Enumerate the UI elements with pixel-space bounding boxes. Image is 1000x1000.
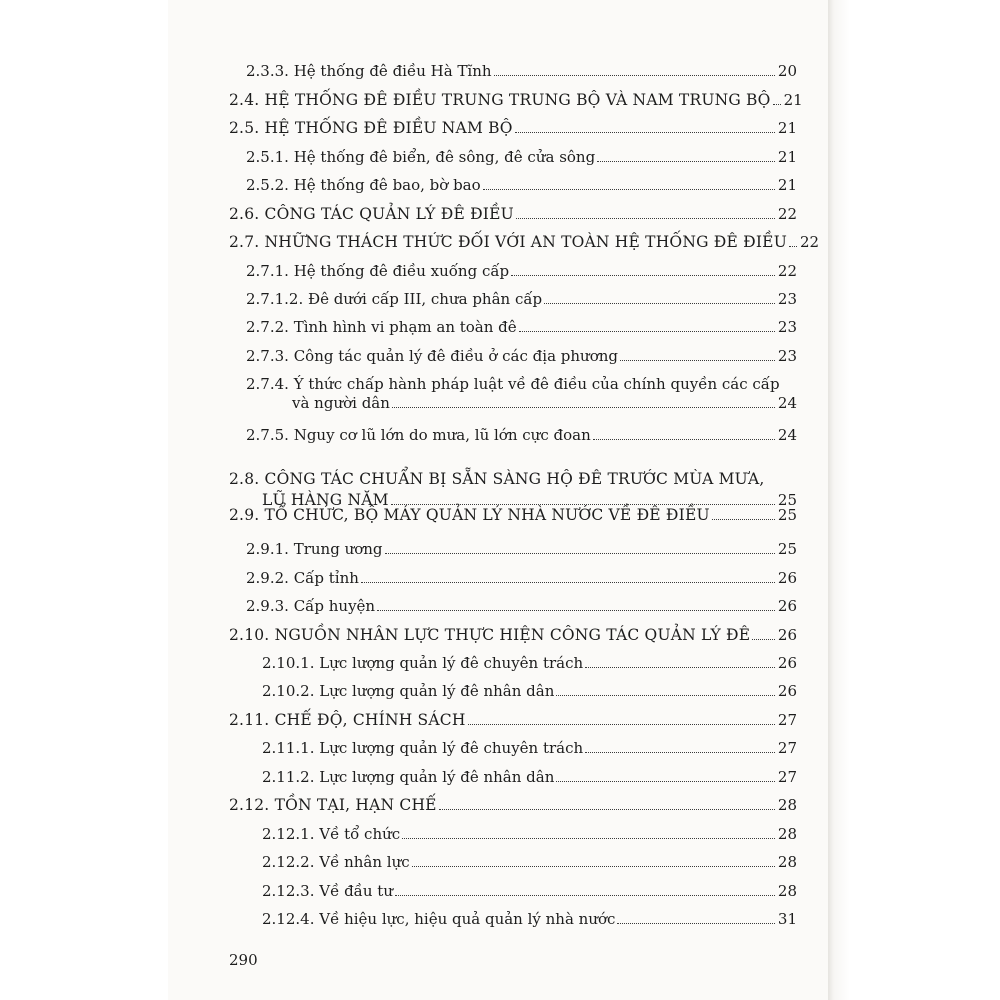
toc-page-number: 26 bbox=[777, 682, 797, 700]
toc-entry[interactable] bbox=[229, 119, 797, 137]
toc-entry-title: 2.7.1. Hệ thống đê điều xuống cấp bbox=[246, 262, 510, 280]
toc-page-number: 21 bbox=[783, 91, 803, 109]
toc-entry-title: 2.4. HỆ THỐNG ĐÊ ĐIỀU TRUNG TRUNG BỘ VÀ NAM TRUNG BỘ bbox=[229, 91, 771, 109]
toc-entry-title: 2.9. TỔ CHỨC, BỘ MÁY QUẢN LÝ NHÀ NƯỚC VỀ ĐÊ ĐIỀU bbox=[229, 506, 710, 524]
toc-page-number: 24 bbox=[777, 394, 797, 412]
toc-entry[interactable] bbox=[246, 176, 797, 194]
toc-entry-continuation: LŨ HÀNG NĂM bbox=[262, 491, 389, 509]
toc-entry-title: 2.7.2. Tình hình vi phạm an toàn đê bbox=[246, 318, 517, 336]
dot-leader bbox=[617, 923, 774, 924]
toc-page-number: 21 bbox=[777, 119, 797, 137]
toc-entry[interactable] bbox=[246, 148, 797, 166]
toc-page-number: 20 bbox=[777, 62, 797, 80]
toc-entry[interactable] bbox=[229, 626, 797, 644]
toc-entry-title: 2.8. CÔNG TÁC CHUẨN BỊ SẴN SÀNG HỘ ĐÊ TRƯỚC MÙA MƯA, bbox=[229, 470, 765, 488]
toc-entry-title-line bbox=[229, 470, 797, 488]
toc-entry[interactable] bbox=[246, 540, 797, 558]
toc-entry[interactable] bbox=[246, 290, 797, 308]
dot-leader bbox=[712, 519, 775, 520]
toc-entry[interactable] bbox=[229, 205, 797, 223]
toc-page-number: 26 bbox=[777, 654, 797, 672]
toc-page-number: 31 bbox=[777, 910, 797, 928]
toc-entry[interactable] bbox=[262, 739, 797, 757]
dot-leader bbox=[519, 331, 775, 332]
toc-page-number: 23 bbox=[777, 347, 797, 365]
dot-leader bbox=[511, 275, 775, 276]
toc-page-number: 27 bbox=[777, 739, 797, 757]
dot-leader bbox=[789, 246, 797, 247]
toc-entry-title: 2.12.3. Về đầu tư bbox=[262, 882, 393, 900]
dot-leader bbox=[556, 781, 775, 782]
toc-entry[interactable] bbox=[262, 768, 797, 786]
toc-page-number: 22 bbox=[777, 205, 797, 223]
toc-entry-title: 2.9.3. Cấp huyện bbox=[246, 597, 376, 615]
dot-leader bbox=[556, 695, 775, 696]
dot-leader bbox=[593, 439, 775, 440]
toc-entry[interactable] bbox=[246, 569, 797, 587]
toc-entry-title: 2.10. NGUỒN NHÂN LỰC THỰC HIỆN CÔNG TÁC QUẢN LÝ ĐÊ bbox=[229, 626, 751, 644]
dot-leader bbox=[597, 161, 775, 162]
toc-page-number: 27 bbox=[777, 711, 797, 729]
toc-entry[interactable] bbox=[246, 347, 797, 365]
toc-page-number: 26 bbox=[777, 626, 797, 644]
toc-entry-title: 2.10.1. Lực lượng quản lý đê chuyên trách bbox=[262, 654, 584, 672]
toc-entry[interactable] bbox=[246, 318, 797, 336]
dot-leader bbox=[392, 407, 775, 408]
toc-page-number: 26 bbox=[777, 569, 797, 587]
toc-entry[interactable] bbox=[246, 597, 797, 615]
dot-leader bbox=[412, 866, 775, 867]
toc-page-number: 23 bbox=[777, 290, 797, 308]
toc-entry-title: 2.5. HỆ THỐNG ĐÊ ĐIỀU NAM BỘ bbox=[229, 119, 513, 137]
dot-leader bbox=[468, 724, 775, 725]
dot-leader bbox=[515, 132, 775, 133]
toc-entry-title: 2.5.1. Hệ thống đê biển, đê sông, đê cửa sông bbox=[246, 148, 596, 166]
toc-entry[interactable] bbox=[262, 825, 797, 843]
toc-entry-title: 2.7.5. Nguy cơ lũ lớn do mưa, lũ lớn cực đoan bbox=[246, 426, 591, 444]
toc-entry[interactable] bbox=[262, 910, 797, 928]
dot-leader bbox=[385, 553, 775, 554]
toc-page-number: 28 bbox=[777, 853, 797, 871]
toc-entry[interactable] bbox=[229, 91, 803, 109]
dot-leader bbox=[516, 218, 775, 219]
toc-entry-title: 2.11.2. Lực lượng quản lý đê nhân dân bbox=[262, 768, 555, 786]
toc-entry-title: 2.7. NHỮNG THÁCH THỨC ĐỐI VỚI AN TOÀN HỆ THỐNG ĐÊ ĐIỀU bbox=[229, 233, 787, 251]
toc-entry[interactable] bbox=[229, 506, 797, 524]
page-number: 290 bbox=[229, 951, 258, 969]
toc-entry[interactable] bbox=[229, 796, 797, 814]
toc-entry[interactable] bbox=[246, 426, 797, 444]
toc-entry-title: 2.11. CHẾ ĐỘ, CHÍNH SÁCH bbox=[229, 711, 466, 729]
toc-entry-title: 2.9.1. Trung ương bbox=[246, 540, 383, 558]
toc-entry-title: 2.7.3. Công tác quản lý đê điều ở các địa phương bbox=[246, 347, 618, 365]
toc-page-number: 21 bbox=[777, 148, 797, 166]
toc-page-number: 21 bbox=[777, 176, 797, 194]
dot-leader bbox=[395, 895, 775, 896]
toc-page-number: 28 bbox=[777, 796, 797, 814]
toc-entry-title-line bbox=[246, 375, 797, 393]
dot-leader bbox=[402, 838, 775, 839]
toc-entry-continuation: và người dân bbox=[292, 394, 390, 412]
toc-entry-title: 2.7.4. Ý thức chấp hành pháp luật về đê điều của chính quyền các cấp bbox=[246, 375, 780, 393]
toc-entry-title: 2.7.1.2. Đê dưới cấp III, chưa phân cấp bbox=[246, 290, 543, 308]
dot-leader bbox=[752, 639, 775, 640]
dot-leader bbox=[439, 809, 775, 810]
toc-entry-title: 2.12.2. Về nhân lực bbox=[262, 853, 410, 871]
dot-leader bbox=[620, 360, 775, 361]
dot-leader bbox=[773, 104, 781, 105]
dot-leader bbox=[391, 504, 775, 505]
toc-entry[interactable] bbox=[229, 711, 797, 729]
toc-entry-title: 2.12. TỒN TẠI, HẠN CHẾ bbox=[229, 796, 437, 814]
dot-leader bbox=[544, 303, 775, 304]
toc-page-number: 22 bbox=[777, 262, 797, 280]
toc-page-number: 23 bbox=[777, 318, 797, 336]
toc-entry-title: 2.6. CÔNG TÁC QUẢN LÝ ĐÊ ĐIỀU bbox=[229, 205, 514, 223]
toc-entry[interactable] bbox=[262, 882, 797, 900]
toc-entry[interactable] bbox=[262, 682, 797, 700]
dot-leader bbox=[483, 189, 775, 190]
toc-entry[interactable] bbox=[262, 853, 797, 871]
dot-leader bbox=[377, 610, 775, 611]
toc-page-number: 25 bbox=[777, 540, 797, 558]
toc-entry-title: 2.9.2. Cấp tỉnh bbox=[246, 569, 359, 587]
dot-leader bbox=[585, 752, 775, 753]
toc-entry-title: 2.12.4. Về hiệu lực, hiệu quả quản lý nhà nước bbox=[262, 910, 616, 928]
toc-page-number: 27 bbox=[777, 768, 797, 786]
toc-page-number: 24 bbox=[777, 426, 797, 444]
dot-leader bbox=[585, 667, 775, 668]
toc-entry[interactable] bbox=[229, 233, 820, 251]
toc-page-number: 22 bbox=[799, 233, 820, 251]
toc-entry[interactable] bbox=[246, 62, 797, 80]
toc-entry-title: 2.3.3. Hệ thống đê điều Hà Tĩnh bbox=[246, 62, 492, 80]
toc-entry-title: 2.10.2. Lực lượng quản lý đê nhân dân bbox=[262, 682, 555, 700]
toc-entry[interactable] bbox=[292, 394, 797, 412]
toc-entry-title: 2.5.2. Hệ thống đê bao, bờ bao bbox=[246, 176, 481, 194]
dot-leader bbox=[494, 75, 775, 76]
dot-leader bbox=[361, 582, 775, 583]
toc-page-number: 28 bbox=[777, 825, 797, 843]
toc-page-number: 25 bbox=[777, 491, 797, 509]
toc-page-number: 25 bbox=[777, 506, 797, 524]
toc-entry[interactable] bbox=[246, 262, 797, 280]
toc-entry-title: 2.12.1. Về tổ chức bbox=[262, 825, 401, 843]
toc-page-number: 26 bbox=[777, 597, 797, 615]
toc-entry[interactable] bbox=[262, 654, 797, 672]
toc-entry-title: 2.11.1. Lực lượng quản lý đê chuyên trách bbox=[262, 739, 584, 757]
toc-page-number: 28 bbox=[777, 882, 797, 900]
